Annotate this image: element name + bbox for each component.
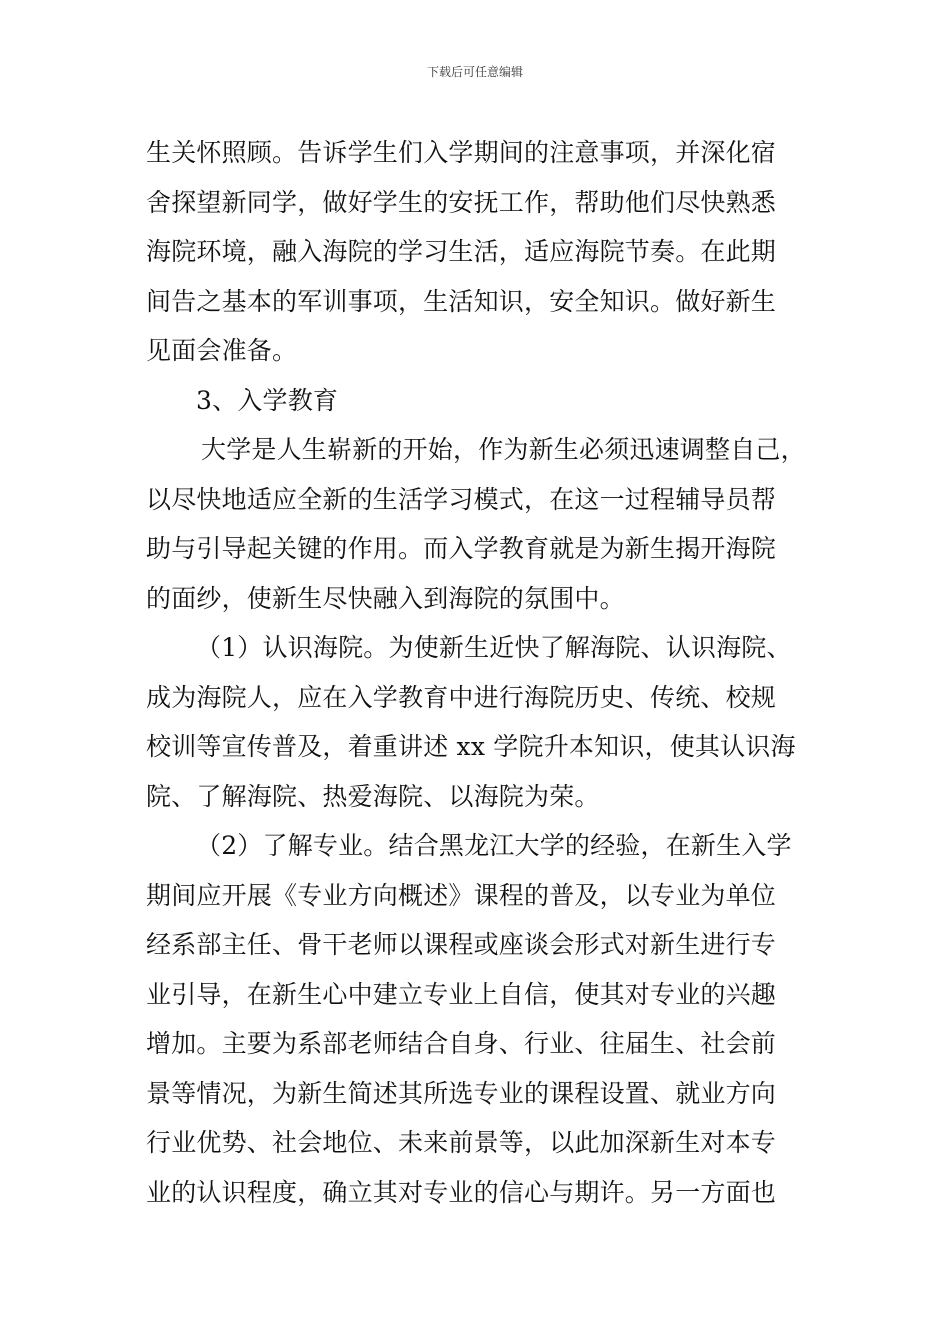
text-line: 见面会准备。 [146, 336, 298, 365]
text-line: 助与引导起关键的作用。而入学教育就是为新生揭开海院 [146, 534, 777, 563]
text-line: 的面纱，使新生尽快融入到海院的氛围中。 [146, 583, 625, 613]
text-line: （1）认识海院。为使新生近快了解海院、认识海院、 [196, 633, 792, 662]
text-line: 增加。主要为系部老师结合自身、行业、往届生、社会前 [146, 1029, 777, 1058]
text-line: 间告之基本的军训事项，生活知识，安全知识。做好新生 [146, 286, 777, 316]
page-header: 下载后可任意编辑 [426, 65, 523, 79]
text-line: 期间应开展《专业方向概述》课程的普及，以专业为单位 [146, 880, 777, 910]
text-line: 以尽快地适应全新的生活学习模式，在这一过程辅导员帮 [146, 484, 777, 514]
text-line: 行业优势、社会地位、未来前景等，以此加深新生对本专 [146, 1128, 777, 1157]
text-line: 景等情况，为新生简述其所选专业的课程设置、就业方向 [146, 1078, 777, 1108]
text-line: 大学是人生崭新的开始，作为新生必须迅速调整自己， [201, 435, 806, 464]
document-body [146, 128, 814, 1217]
text-line: 经系部主任、骨干老师以课程或座谈会形式对新生进行专 [146, 930, 777, 959]
text-line: 院、了解海院、热爱海院、以海院为荣。 [146, 781, 600, 811]
text-line: 成为海院人，应在入学教育中进行海院历史、传统、校规 [146, 682, 777, 712]
text-line: 校训等宣传普及，着重讲述 xx 学院升本知识，使其认识海 [146, 732, 796, 761]
text-line: 3、入学教育 [196, 385, 339, 415]
text-line: 业的认识程度，确立其对专业的信心与期许。另一方面也 [146, 1177, 777, 1207]
text-line: 业引导，在新生心中建立专业上自信，使其对专业的兴趣 [146, 979, 777, 1009]
text-line: （2）了解专业。结合黑龙江大学的经验，在新生入学 [196, 831, 792, 860]
text-line: 舍探望新同学，做好学生的安抚工作，帮助他们尽快熟悉 [146, 187, 777, 217]
text-line: 海院环境，融入海院的学习生活，适应海院节奏。在此期 [146, 237, 777, 266]
text-line: 生关怀照顾。告诉学生们入学期间的注意事项，并深化宿 [146, 138, 777, 167]
